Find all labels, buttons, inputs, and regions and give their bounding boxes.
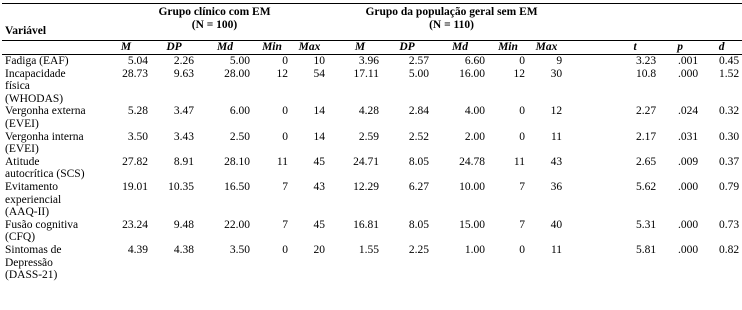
- variable-name-line: Evitamento: [5, 180, 59, 193]
- value-cell: 43: [550, 155, 563, 168]
- variable-name-line: Fadiga (EAF): [5, 55, 69, 67]
- value-cell: 0: [519, 243, 525, 256]
- value-cell: 0.30: [718, 130, 740, 143]
- value-cell: 3.96: [358, 55, 379, 67]
- variable-name-line: experiencial: [5, 193, 62, 206]
- table-row: [2, 105, 742, 130]
- value-cell: 8.91: [173, 155, 194, 168]
- table-row: [2, 55, 742, 68]
- value-cell: 5.00: [408, 67, 429, 80]
- value-cell: 27.82: [122, 155, 148, 168]
- value-cell: 5.28: [127, 105, 148, 118]
- value-cell: 30: [550, 67, 563, 80]
- value-cell: .000: [677, 67, 699, 80]
- variable-name-cell: [2, 105, 101, 130]
- value-cell: 0.37: [718, 155, 740, 168]
- statistic-header-row: [2, 41, 742, 55]
- value-cell: 8.05: [408, 155, 429, 168]
- value-cell: 23.24: [122, 218, 148, 231]
- clinical-group-header: [101, 4, 328, 41]
- variable-name-line: Incapacidade: [5, 67, 66, 80]
- table-row: [2, 68, 742, 106]
- value-cell: 22.00: [224, 218, 250, 231]
- value-cell: 5.04: [127, 55, 148, 67]
- value-cell: 12: [550, 105, 563, 118]
- variable-name-cell: [2, 68, 101, 106]
- variable-name-cell: [2, 131, 101, 156]
- value-cell: 0.45: [718, 55, 740, 67]
- value-cell: 15.00: [459, 218, 485, 231]
- value-cell: .000: [677, 218, 699, 231]
- descriptive-statistics-table: [2, 3, 742, 282]
- value-cell: 14: [313, 105, 325, 118]
- stat-header: DP: [151, 41, 197, 55]
- value-cell: 40: [550, 218, 563, 231]
- variable-name-line: autocrítica (SCS): [5, 168, 85, 181]
- value-cell: 9.48: [173, 218, 194, 231]
- value-cell: 28.73: [122, 67, 148, 80]
- value-cell: 36: [550, 180, 563, 193]
- value-cell: .024: [677, 105, 699, 118]
- value-cell: 0: [282, 55, 288, 67]
- variable-name-line: Fusão cognitiva: [5, 218, 79, 231]
- table-row: [2, 219, 742, 244]
- variable-column-header: Variável: [2, 4, 101, 41]
- value-cell: 0.82: [718, 243, 740, 256]
- value-cell: 10.35: [168, 180, 194, 193]
- value-cell: 24.71: [353, 155, 379, 168]
- variable-name-line: (EVEI): [5, 117, 39, 130]
- value-cell: 5.31: [635, 218, 657, 231]
- stat-header: M: [101, 41, 151, 55]
- value-cell: 0.79: [718, 180, 740, 193]
- value-cell: 12: [276, 67, 288, 80]
- value-cell: 20: [313, 243, 325, 256]
- value-cell: 0.73: [718, 218, 740, 231]
- value-cell: 0: [519, 130, 525, 143]
- value-cell: 12: [513, 67, 525, 80]
- value-cell: 43: [313, 180, 325, 193]
- value-cell: 16.00: [459, 67, 485, 80]
- value-cell: 11: [550, 130, 563, 143]
- value-cell: 1.55: [358, 243, 379, 256]
- value-cell: 10.00: [459, 180, 485, 193]
- value-cell: 3.47: [173, 105, 194, 118]
- value-cell: .000: [677, 243, 699, 256]
- value-cell: 54: [313, 67, 325, 80]
- value-cell: 10: [313, 55, 325, 67]
- stat-header: Min: [253, 41, 291, 55]
- value-cell: 28.00: [224, 67, 250, 80]
- value-cell: 9: [556, 55, 563, 67]
- value-cell: 4.28: [358, 105, 379, 118]
- stat-header: Max: [291, 41, 328, 55]
- value-cell: 0: [282, 130, 288, 143]
- stat-header: Md: [432, 41, 488, 55]
- value-cell: 7: [519, 180, 525, 193]
- value-cell: 6.60: [464, 55, 485, 67]
- value-cell: 8.05: [408, 218, 429, 231]
- stat-header: t: [611, 41, 659, 55]
- variable-name-cell: [2, 156, 101, 181]
- value-cell: .000: [677, 180, 699, 193]
- value-cell: 2.84: [408, 105, 429, 118]
- value-cell: 19.01: [122, 180, 148, 193]
- value-cell: 3.50: [127, 130, 148, 143]
- variable-name-cell: [2, 181, 101, 219]
- variable-name-cell: [2, 219, 101, 244]
- value-cell: 3.23: [635, 55, 657, 67]
- stat-header: Max: [528, 41, 565, 55]
- value-cell: 1.52: [718, 67, 740, 80]
- variable-name-line: (DASS-21): [5, 269, 58, 282]
- variable-name-line: (AAQ-II): [5, 206, 50, 219]
- value-cell: 45: [313, 155, 325, 168]
- value-cell: 0: [519, 55, 525, 67]
- value-cell: 4.00: [464, 105, 485, 118]
- value-cell: 28.10: [224, 155, 250, 168]
- value-cell: 45: [313, 218, 325, 231]
- value-cell: 4.38: [173, 243, 194, 256]
- value-cell: .009: [677, 155, 699, 168]
- table-row: [2, 181, 742, 219]
- value-cell: 7: [519, 218, 525, 231]
- value-cell: 2.25: [408, 243, 429, 256]
- value-cell: 2.17: [635, 130, 657, 143]
- variable-name-line: (EVEI): [5, 143, 39, 156]
- value-cell: 2.52: [408, 130, 429, 143]
- variable-name-line: Atitude: [5, 155, 40, 168]
- value-cell: 16.81: [353, 218, 379, 231]
- general-group-title: Grupo da população geral sem EM: [365, 6, 538, 18]
- stat-header: Min: [488, 41, 528, 55]
- value-cell: 2.50: [229, 130, 250, 143]
- stat-header: d: [701, 41, 742, 55]
- group-header-row: [2, 4, 742, 41]
- value-cell: 7: [282, 218, 288, 231]
- value-cell: 3.43: [173, 130, 194, 143]
- variable-name-cell: [2, 244, 101, 282]
- general-population-group-header: [338, 4, 565, 41]
- value-cell: 4.39: [127, 243, 148, 256]
- value-cell: 16.50: [224, 180, 250, 193]
- table-row: [2, 244, 742, 282]
- value-cell: 5.00: [229, 55, 250, 67]
- clinical-group-title: Grupo clínico com EM: [158, 6, 271, 18]
- value-cell: 2.00: [464, 130, 485, 143]
- value-cell: 5.81: [635, 243, 657, 256]
- value-cell: 2.65: [635, 155, 657, 168]
- value-cell: 17.11: [353, 67, 379, 80]
- value-cell: 6.00: [229, 105, 250, 118]
- stat-header: DP: [382, 41, 432, 55]
- value-cell: 2.27: [635, 105, 657, 118]
- value-cell: 24.78: [459, 155, 485, 168]
- stat-header: Md: [197, 41, 253, 55]
- value-cell: 1.00: [464, 243, 485, 256]
- value-cell: 0: [519, 105, 525, 118]
- stat-header: M: [338, 41, 382, 55]
- table-row: [2, 156, 742, 181]
- value-cell: .031: [677, 130, 699, 143]
- table-row: [2, 131, 742, 156]
- variable-name-line: Sintomas de: [5, 243, 62, 256]
- stat-header: p: [659, 41, 701, 55]
- clinical-group-n: (N = 100): [191, 18, 238, 31]
- variable-name-line: (CFQ): [5, 231, 36, 244]
- value-cell: 6.27: [408, 180, 429, 193]
- value-cell: 9.63: [173, 67, 194, 80]
- value-cell: 0: [282, 243, 288, 256]
- variable-name-line: Depressão: [5, 256, 53, 269]
- general-group-n: (N = 110): [429, 18, 474, 31]
- value-cell: 3.50: [229, 243, 250, 256]
- value-cell: 12.29: [353, 180, 379, 193]
- value-cell: 0: [282, 105, 288, 118]
- value-cell: 0.32: [718, 105, 740, 118]
- variable-name-cell: [2, 55, 101, 68]
- value-cell: 10.8: [635, 67, 657, 80]
- value-cell: 11: [276, 155, 288, 168]
- table-body: [2, 55, 742, 282]
- value-cell: 2.26: [173, 55, 194, 67]
- value-cell: 11: [550, 243, 563, 256]
- variable-name-line: Vergonha interna: [5, 130, 84, 143]
- variable-name-line: (WHODAS): [5, 92, 64, 105]
- variable-name-line: Vergonha externa: [5, 105, 86, 118]
- value-cell: 2.59: [358, 130, 379, 143]
- value-cell: 7: [282, 180, 288, 193]
- value-cell: .001: [677, 55, 699, 67]
- value-cell: 5.62: [635, 180, 657, 193]
- value-cell: 2.57: [408, 55, 429, 67]
- variable-name-line: física: [5, 80, 30, 93]
- value-cell: 14: [313, 130, 325, 143]
- value-cell: 11: [513, 155, 525, 168]
